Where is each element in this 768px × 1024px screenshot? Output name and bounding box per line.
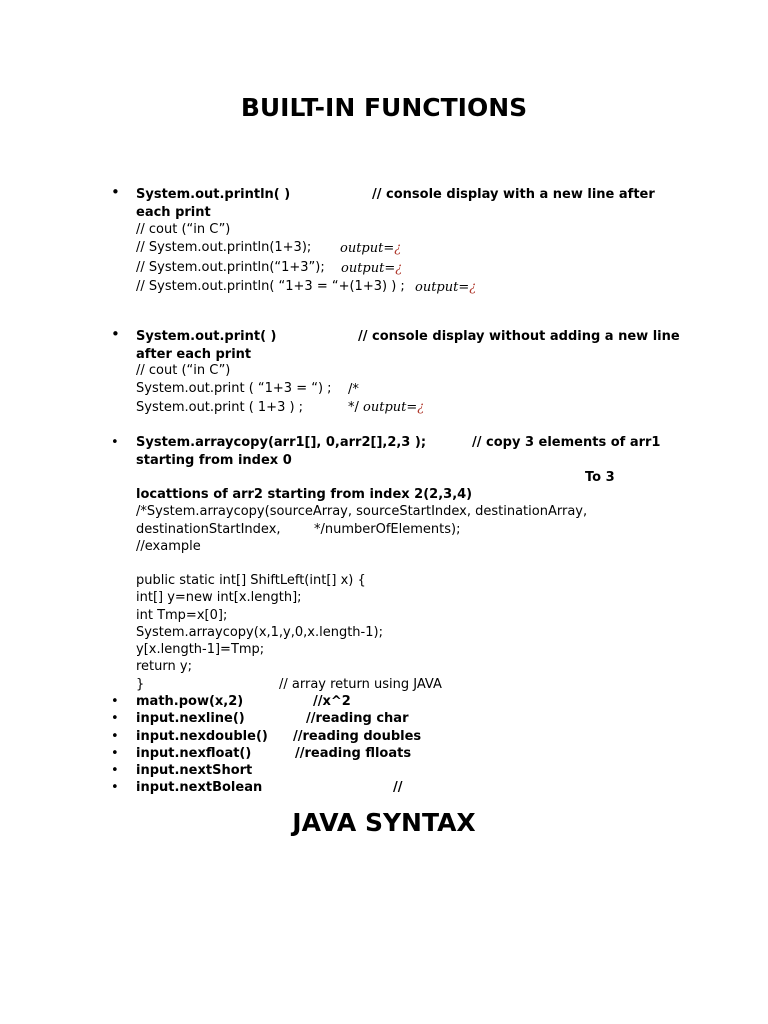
code-comment: */ [348, 400, 359, 415]
bullet: • [111, 694, 119, 709]
function-comment: // console display with a new line after [372, 187, 655, 202]
function-comment: //reading flloats [295, 746, 412, 761]
function-name: System.out.print( ) [136, 329, 277, 344]
code-line: System.arraycopy(x,1,y,0,x.length-1); [136, 625, 383, 640]
section-title: JAVA SYNTAX [292, 808, 476, 837]
function-name: System.arraycopy(arr1[], 0,arr2[],2,3 ); [136, 435, 427, 450]
output-expression [341, 260, 402, 277]
equals-sign: = [406, 400, 418, 415]
function-comment-cont: each print [136, 205, 211, 220]
missing-glyph: ¿ [417, 400, 425, 415]
bullet: • [111, 183, 120, 201]
equals-sign: = [384, 261, 396, 276]
code-line: int[] y=new int[x.length]; [136, 590, 302, 605]
function-comment-cont: To 3 [585, 470, 615, 485]
code-line: public static int[] ShiftLeft(int[] x) { [136, 573, 366, 588]
code-line: System.out.print ( 1+3 ) ; [136, 400, 304, 415]
bullet: • [111, 746, 119, 761]
bullet: • [111, 435, 119, 450]
function-comment: // console display without adding a new line [358, 329, 680, 344]
equals-sign: = [383, 241, 395, 256]
output-word: output [415, 280, 459, 295]
output-word: output [340, 241, 384, 256]
bullet: • [111, 780, 119, 795]
function-comment: //x^2 [313, 694, 351, 709]
bullet: • [111, 729, 119, 744]
function-comment: //reading char [306, 711, 409, 726]
code-line: destinationStartIndex, [136, 522, 281, 537]
function-comment-cont: locattions of arr2 starting from index 2(2,3,4) [136, 487, 473, 502]
code-comment: // array return using JAVA [279, 677, 442, 692]
page-title: BUILT-IN FUNCTIONS [240, 93, 528, 122]
bullet: • [111, 711, 119, 726]
code-line: int Tmp=x[0]; [136, 608, 228, 623]
output-word: output [363, 400, 407, 415]
code-line: y[x.length-1]=Tmp; [136, 642, 265, 657]
function-comment: //reading doubles [293, 729, 422, 744]
code-comment: /* [348, 382, 359, 397]
code-line: } [136, 677, 145, 692]
missing-glyph: ¿ [469, 280, 477, 295]
code-line: System.out.print ( “1+3 = “) ; [136, 381, 332, 396]
function-name: System.out.println( ) [136, 187, 291, 202]
output-word: output [341, 261, 385, 276]
missing-glyph: ¿ [395, 261, 403, 276]
code-line: */numberOfElements); [314, 522, 461, 537]
missing-glyph: ¿ [394, 241, 402, 256]
bullet: • [111, 763, 119, 778]
function-name: input.nextShort [136, 763, 253, 778]
function-name: input.nexdouble() [136, 729, 268, 744]
code-line: return y; [136, 659, 192, 674]
code-line: /*System.arraycopy(sourceArray, sourceStartIndex, destinationArray, [136, 504, 588, 519]
code-line: // cout (“in C”) [136, 363, 231, 378]
function-name: input.nexline() [136, 711, 245, 726]
bullet: • [111, 325, 120, 343]
code-line: // System.out.println(1+3); [136, 240, 312, 255]
code-line: // cout (“in C”) [136, 222, 231, 237]
output-expression [340, 240, 401, 257]
function-comment-cont: starting from index 0 [136, 453, 292, 468]
code-line: // System.out.println( “1+3 = “+(1+3) ) ; [136, 279, 405, 294]
function-name: math.pow(x,2) [136, 694, 244, 709]
function-comment: // [393, 780, 403, 795]
output-expression [415, 279, 476, 296]
code-line: // System.out.println(“1+3”); [136, 260, 325, 275]
function-comment-cont: after each print [136, 347, 252, 362]
function-name: input.nexfloat() [136, 746, 252, 761]
equals-sign: = [458, 280, 470, 295]
output-expression [348, 399, 424, 416]
function-name: input.nextBolean [136, 780, 263, 795]
code-comment: //example [136, 539, 201, 554]
function-comment: // copy 3 elements of arr1 [472, 435, 661, 450]
